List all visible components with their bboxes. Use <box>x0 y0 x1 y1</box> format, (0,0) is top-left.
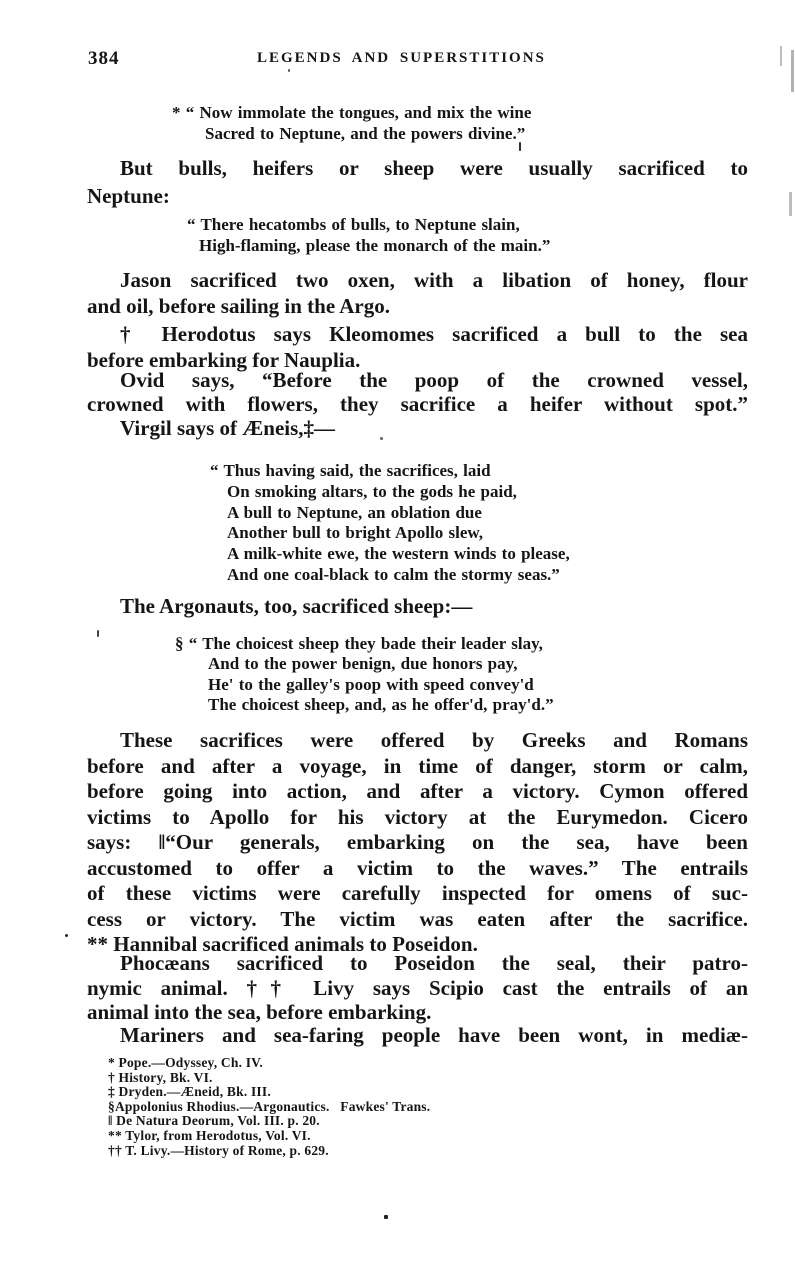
text-line: † Herodotus says Kleomomes sacrificed a bull to the sea <box>120 322 748 346</box>
text-line: But bulls, heifers or sheep were usually sacrificed to <box>120 156 748 180</box>
text-line: of these victims were carefully inspected for omens of suc- <box>87 881 748 905</box>
paragraph-jason <box>87 267 748 319</box>
verse-line: Another bull to bright Apollo slew, <box>227 523 483 543</box>
verse-quote-thus-having-said <box>210 461 570 586</box>
ink-speck <box>380 437 383 440</box>
ink-speck <box>65 934 68 937</box>
verse-line: And one coal-black to calm the stormy seas.” <box>227 564 560 584</box>
ink-speck <box>97 630 99 637</box>
paragraph-ovid <box>87 369 748 416</box>
verse-line: * “ Now immolate the tongues, and mix the wine <box>172 103 532 122</box>
verse-line: Sacred to Neptune, and the powers divine.” <box>205 123 526 143</box>
paragraph-bulls-heifers <box>87 154 748 210</box>
text-line: before going into action, and after a victory. Cymon offered <box>87 779 748 803</box>
verse-line: And to the power benign, due honors pay, <box>208 654 518 674</box>
verse-line: A milk-white ewe, the western winds to please, <box>227 544 570 564</box>
paragraph-these-sacrifices <box>87 728 748 958</box>
paragraph-mariners <box>87 1023 748 1048</box>
verse-line: He' to the galley's poop with speed convey'd <box>208 674 534 694</box>
text-line: These sacrifices were offered by Greeks and Romans <box>120 728 748 752</box>
ink-speck <box>384 1215 388 1219</box>
text-line: The Argonauts, too, sacrificed sheep:— <box>120 594 473 618</box>
verse-line: § “ The choicest sheep they bade their leader slay, <box>175 634 543 653</box>
text-line: victims to Apollo for his victory at the Eurymedon. Cicero <box>87 804 748 829</box>
verse-quote-hecatombs <box>187 215 551 256</box>
footnotes <box>108 1056 708 1158</box>
verse-line: The choicest sheep, and, as he offer'd, pray'd.” <box>208 694 554 714</box>
text-line: cess or victory. The victim was eaten after the sacrifice. <box>87 906 748 931</box>
text-line: before and after a voyage, in time of danger, storm or calm, <box>87 753 748 778</box>
text-line: Mariners and sea-faring people have been wont, in mediæ- <box>120 1023 748 1047</box>
scan-edge-artifact <box>791 50 794 92</box>
footnote-dryden: ‡ Dryden.—Æneid, Bk. III. <box>108 1084 271 1100</box>
footnote-tylor: ** Tylor, from Herodotus, Vol. VI. <box>108 1127 311 1143</box>
text-line: crowned with flowers, they sacrifice a heifer without spot.” <box>87 391 748 416</box>
verse-line: High-flaming, please the monarch of the main.” <box>199 235 551 255</box>
text-line: Neptune: <box>87 184 170 208</box>
footnote-history: † History, Bk. VI. <box>108 1069 213 1085</box>
scan-edge-artifact <box>789 192 792 216</box>
verse-line: “ There hecatombs of bulls, to Neptune slain, <box>187 215 520 234</box>
text-line: and oil, before sailing in the Argo. <box>87 294 390 318</box>
text-line: animal into the sea, before embarking. <box>87 1000 432 1025</box>
text-line: before embarking for Nauplia. <box>87 348 361 372</box>
footnote-pope: * Pope.—Odyssey, Ch. IV. <box>108 1055 263 1070</box>
ink-speck <box>519 142 521 151</box>
footnote-de-natura: ‖ De Natura Deorum, Vol. III. p. 20. <box>108 1113 320 1129</box>
paragraph-herodotus <box>87 321 748 373</box>
text-line: says: ‖“Our generals, embarking on the sea, have been <box>87 830 748 854</box>
text-line: Phocæans sacrificed to Poseidon the seal, their patro- <box>120 951 748 975</box>
running-header-title: LEGENDS AND SUPERSTITIONS <box>257 50 546 66</box>
page-number: 384 <box>88 48 120 69</box>
text-line: nymic animal. †† Livy says Scipio cast the entrails of an <box>87 975 748 1000</box>
text-line: accustomed to offer a victim to the waves.” The entrails <box>87 855 748 880</box>
text-line: Virgil says of Æneis,‡— <box>120 416 336 440</box>
verse-line: On smoking altars, to the gods he paid, <box>227 481 517 501</box>
footnote-livy: †† T. Livy.—History of Rome, p. 629. <box>108 1142 329 1158</box>
footnote-appolonius: §Appolonius Rhodius.—Argonautics. Fawkes' Trans. <box>108 1098 431 1114</box>
verse-quote-choicest-sheep <box>175 634 554 715</box>
verse-line: A bull to Neptune, an oblation due <box>227 502 482 522</box>
text-line: Ovid says, “Before the poop of the crowned vessel, <box>120 368 748 392</box>
verse-quote-neptune-wine <box>172 103 532 144</box>
text-line: ** Hannibal sacrificed animals to Poseidon. <box>87 932 478 956</box>
scan-edge-artifact <box>780 46 782 66</box>
paragraph-argonauts <box>87 594 748 619</box>
paragraph-phocaeans <box>87 951 748 1025</box>
ink-speck <box>288 69 290 72</box>
verse-line: “ Thus having said, the sacrifices, laid <box>210 461 491 480</box>
text-line: Jason sacrificed two oxen, with a libation of honey, flour <box>120 268 748 292</box>
paragraph-virgil <box>87 416 748 440</box>
